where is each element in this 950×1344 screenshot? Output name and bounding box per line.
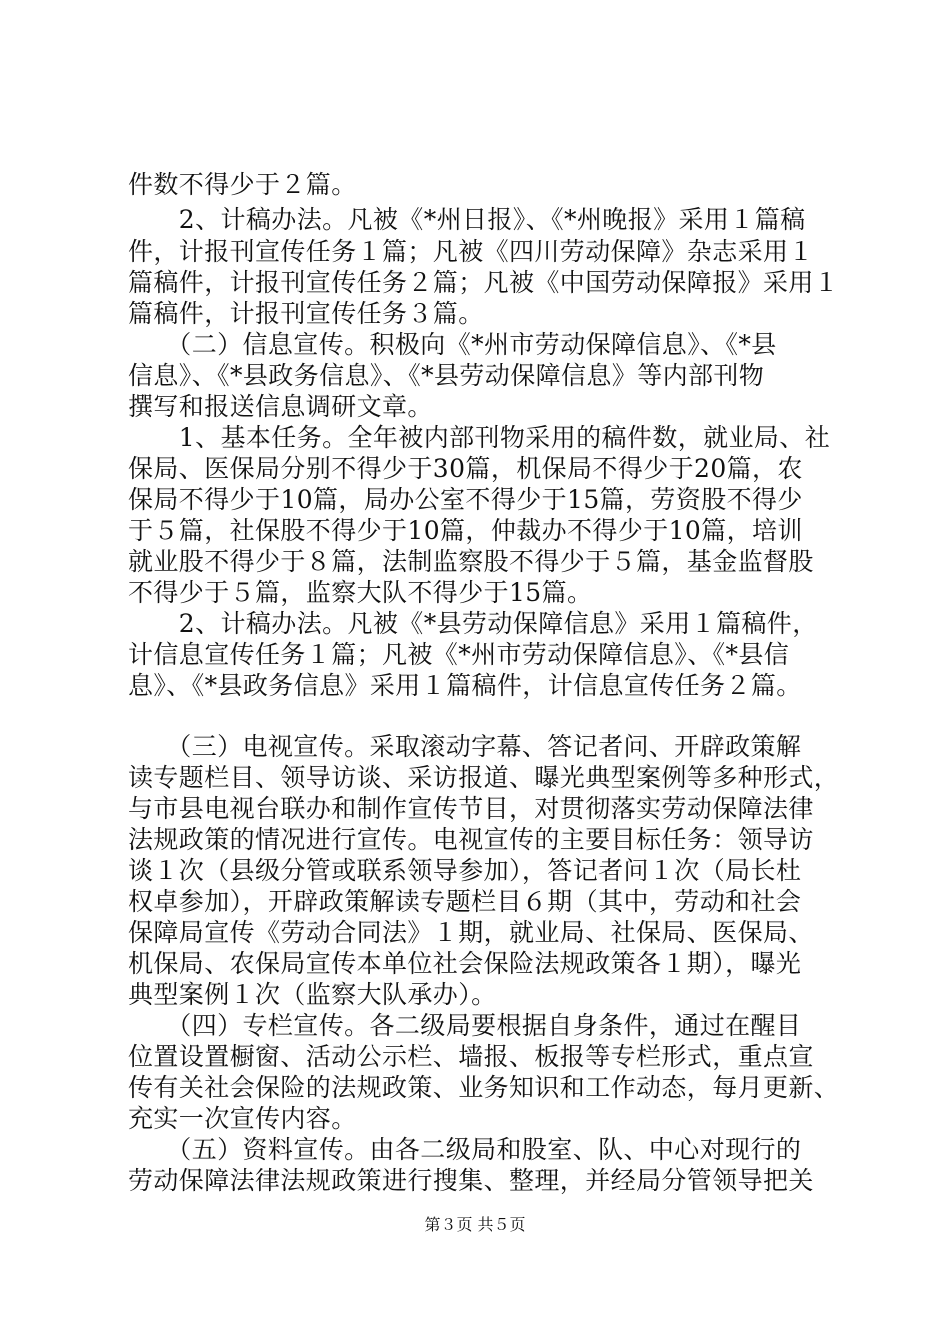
text-line: （五）资料宣传。由各二级局和股室、队、中心对现行的 [128,1135,802,1164]
text-line: 保局不得少于10篇，局办公室不得少于15篇，劳资股不得少 [128,485,803,514]
text-line: 劳动保障法律法规政策进行搜集、整理，并经局分管领导把关 [128,1166,814,1195]
text-line: 息》、《*县政务信息》采用１篇稿件，计信息宣传任务２篇。 [128,671,802,700]
text-line: （三）电视宣传。采取滚动字幕、答记者问、开辟政策解 [128,732,802,761]
page-number: 第３页 共５页 [424,1215,526,1234]
text-line: 典型案例１次（监察大队承办）。 [128,980,497,1009]
text-line: 1、基本任务。全年被内部刊物采用的稿件数，就业局、社 [128,423,831,452]
text-line: 信息》、《*县政务信息》、《*县劳动保障信息》等内部刊物 [128,361,765,390]
text-line: 就业股不得少于８篇，法制监察股不得少于５篇，基金监督股 [128,547,814,576]
text-line: 保局、医保局分别不得少于30篇，机保局不得少于20篇，农 [128,454,803,483]
text-line: （二）信息宣传。积极向《*州市劳动保障信息》、《*县 [128,330,777,359]
text-line: 谈１次（县级分管或联系领导参加），答记者问１次（局长杜 [128,856,802,885]
text-line: 与市县电视台联办和制作宣传节目，对贯彻落实劳动保障法律 [128,794,814,823]
text-line: 法规政策的情况进行宣传。电视宣传的主要目标任务：领导访 [128,825,814,854]
text-line: 篇稿件，计报刊宣传任务３篇。 [128,299,484,328]
text-line: 位置设置橱窗、活动公示栏、墙报、板报等专栏形式，重点宣 [128,1042,814,1071]
text-line: 充实一次宣传内容。 [128,1104,357,1133]
text-line: 读专题栏目、领导访谈、采访报道、曝光典型案例等多种形式， [128,763,840,792]
text-line: 权卓参加），开辟政策解读专题栏目６期（其中，劳动和社会 [128,887,802,916]
text-line: 2、计稿办法。凡被《*州日报》、《*州晚报》采用１篇稿 [128,205,806,234]
text-line: 保障局宣传《劳动合同法》１期，就业局、社保局、医保局、 [128,918,814,947]
text-line: 2、计稿办法。凡被《*县劳动保障信息》采用１篇稿件， [128,609,818,638]
text-line: 传有关社会保险的法规政策、业务知识和工作动态，每月更新、 [128,1073,840,1102]
text-line: 于５篇，社保股不得少于10篇，仲裁办不得少于10篇，培训 [128,516,803,545]
text-line: 篇稿件，计报刊宣传任务２篇；凡被《中国劳动保障报》采用１ [128,268,840,297]
text-line: 不得少于５篇，监察大队不得少于15篇。 [128,578,593,607]
text-line: 件，计报刊宣传任务１篇；凡被《四川劳动保障》杂志采用１ [128,237,814,266]
text-line: 件数不得少于２篇。 [128,170,357,199]
text-line: 撰写和报送信息调研文章。 [128,392,433,421]
text-line: 计信息宣传任务１篇；凡被《*州市劳动保障信息》、《*县信 [128,640,790,669]
text-line: 机保局、农保局宣传本单位社会保险法规政策各１期），曝光 [128,949,802,978]
text-line: （四）专栏宣传。各二级局要根据自身条件，通过在醒目 [128,1011,802,1040]
